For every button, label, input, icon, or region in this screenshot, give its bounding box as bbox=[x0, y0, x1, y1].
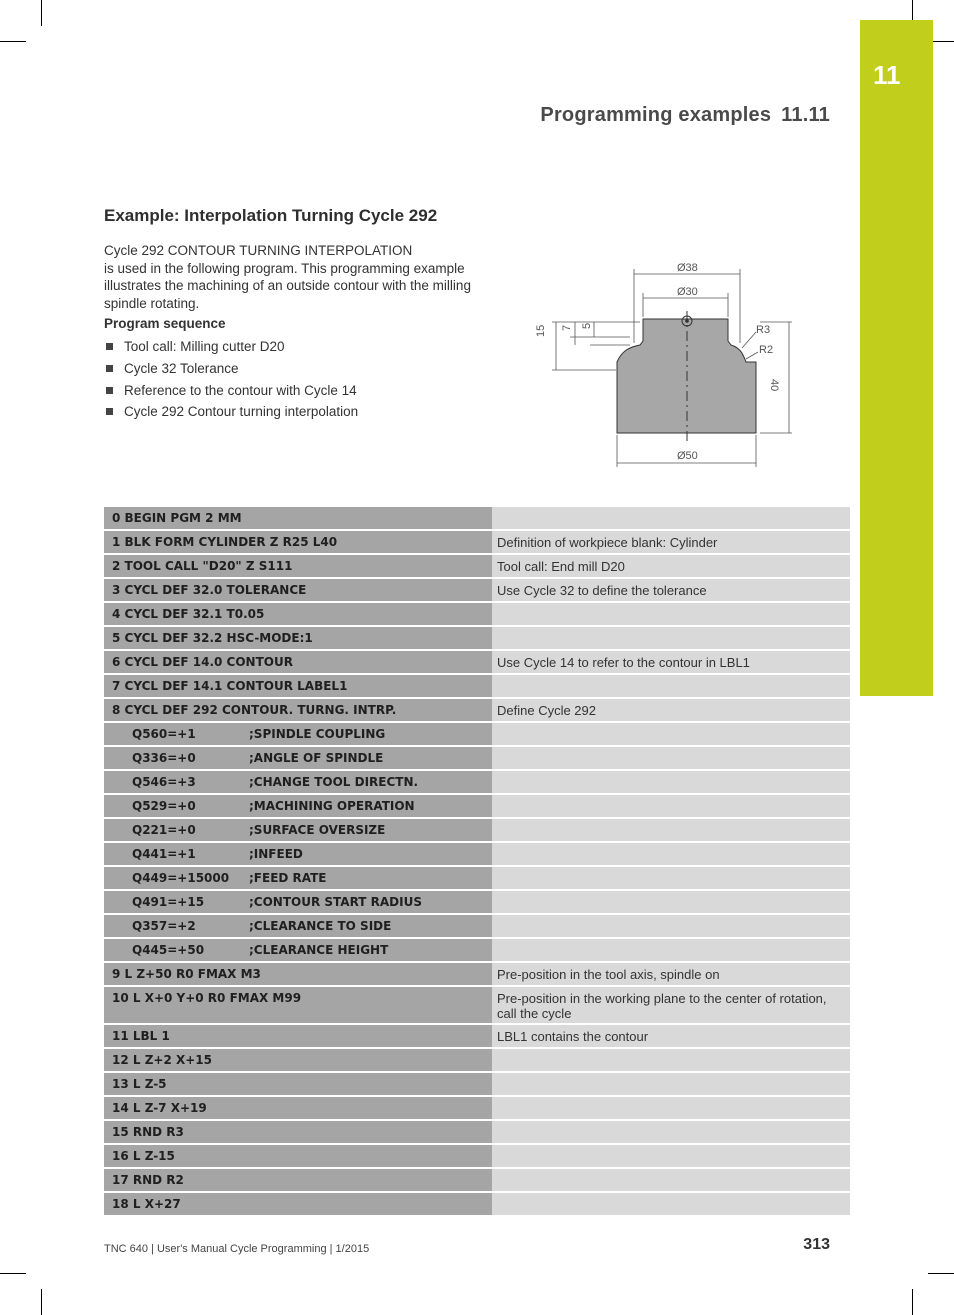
q-parameter: Q221=+0 bbox=[132, 823, 196, 837]
chapter-number: 11 bbox=[873, 60, 901, 90]
bullet-list bbox=[104, 336, 358, 423]
crop-mark bbox=[928, 1273, 954, 1274]
q-comment: ;INFEED bbox=[249, 847, 303, 861]
program-row bbox=[104, 819, 850, 841]
program-row bbox=[104, 603, 850, 625]
description-cell bbox=[492, 1097, 850, 1119]
description-cell bbox=[492, 603, 850, 625]
bullet-item: Reference to the contour with Cycle 14 bbox=[104, 380, 358, 402]
bullet-square-icon bbox=[106, 387, 113, 394]
nc-code-cell: 17 RND R2 bbox=[104, 1169, 492, 1191]
program-row bbox=[104, 1049, 850, 1071]
description-cell: Definition of workpiece blank: Cylinder bbox=[492, 531, 850, 553]
program-row bbox=[104, 699, 850, 721]
dim-radius-2: R2 bbox=[759, 344, 774, 356]
intro-line-2: is used in the following program. This programming example illustrates the machining of an outside contour with the milling spindle rotating. bbox=[104, 260, 471, 311]
program-row bbox=[104, 1097, 850, 1119]
nc-code-cell: 11 LBL 1 bbox=[104, 1025, 492, 1047]
bullet-square-icon bbox=[106, 408, 113, 415]
program-row bbox=[104, 1073, 850, 1095]
running-head bbox=[540, 104, 830, 127]
nc-code-cell: 9 L Z+50 R0 FMAX M3 bbox=[104, 963, 492, 985]
nc-code-cell: 1 BLK FORM CYLINDER Z R25 L40 bbox=[104, 531, 492, 553]
description-cell bbox=[492, 1169, 850, 1191]
description-cell bbox=[492, 1145, 850, 1167]
nc-code-cell: 14 L Z-7 X+19 bbox=[104, 1097, 492, 1119]
q-comment: ;CLEARANCE TO SIDE bbox=[249, 919, 392, 933]
crop-mark bbox=[0, 41, 26, 42]
nc-code-cell: 15 RND R3 bbox=[104, 1121, 492, 1143]
program-sequence-heading: Program sequence bbox=[104, 316, 226, 331]
program-row bbox=[104, 843, 850, 865]
q-comment: ;FEED RATE bbox=[249, 871, 327, 885]
program-row bbox=[104, 963, 850, 985]
bullet-square-icon bbox=[106, 343, 113, 350]
program-row bbox=[104, 915, 850, 937]
description-cell bbox=[492, 1121, 850, 1143]
program-row bbox=[104, 1193, 850, 1215]
q-parameter: Q445=+50 bbox=[132, 943, 205, 957]
program-row bbox=[104, 771, 850, 793]
nc-code-cell: 2 TOOL CALL "D20" Z S111 bbox=[104, 555, 492, 577]
bullet-item: Tool call: Milling cutter D20 bbox=[104, 336, 358, 358]
description-cell bbox=[492, 723, 850, 745]
q-parameter: Q529=+0 bbox=[132, 799, 196, 813]
program-row bbox=[104, 747, 850, 769]
description-cell bbox=[492, 747, 850, 769]
program-row bbox=[104, 939, 850, 961]
q-parameter: Q441=+1 bbox=[132, 847, 196, 861]
crop-mark bbox=[912, 1289, 913, 1315]
description-cell bbox=[492, 819, 850, 841]
nc-code-cell: 12 L Z+2 X+15 bbox=[104, 1049, 492, 1071]
nc-code-cell: 13 L Z-5 bbox=[104, 1073, 492, 1095]
program-row bbox=[104, 867, 850, 889]
dim-diameter-38: Ø38 bbox=[677, 262, 698, 274]
program-row bbox=[104, 1025, 850, 1047]
program-row bbox=[104, 987, 850, 1023]
page-number: 313 bbox=[803, 1236, 830, 1253]
description-cell bbox=[492, 771, 850, 793]
chapter-tab bbox=[860, 20, 933, 696]
program-row bbox=[104, 1145, 850, 1167]
nc-code-cell: 3 CYCL DEF 32.0 TOLERANCE bbox=[104, 579, 492, 601]
program-row bbox=[104, 627, 850, 649]
workpiece-drawing bbox=[530, 255, 800, 470]
dim-diameter-50: Ø50 bbox=[677, 450, 698, 462]
nc-code-cell bbox=[104, 891, 492, 913]
q-comment: ;SURFACE OVERSIZE bbox=[249, 823, 386, 837]
q-comment: ;SPINDLE COUPLING bbox=[249, 727, 386, 741]
nc-code-cell: 6 CYCL DEF 14.0 CONTOUR bbox=[104, 651, 492, 673]
dim-depth-7: 7 bbox=[561, 324, 573, 331]
description-cell: Pre-position in the working plane to the center of rotation, call the cycle bbox=[492, 987, 850, 1023]
nc-code-cell bbox=[104, 771, 492, 793]
nc-code-cell: 10 L X+0 Y+0 R0 FMAX M99 bbox=[104, 987, 492, 1023]
program-row bbox=[104, 555, 850, 577]
nc-code-cell bbox=[104, 939, 492, 961]
description-cell: Pre-position in the tool axis, spindle on bbox=[492, 963, 850, 985]
q-comment: ;CLEARANCE HEIGHT bbox=[249, 943, 389, 957]
program-listing-table bbox=[104, 505, 850, 1217]
program-row bbox=[104, 891, 850, 913]
description-cell bbox=[492, 843, 850, 865]
bullet-square-icon bbox=[106, 365, 113, 372]
q-comment: ;MACHINING OPERATION bbox=[249, 799, 415, 813]
nc-code-cell bbox=[104, 819, 492, 841]
description-cell: LBL1 contains the contour bbox=[492, 1025, 850, 1047]
nc-code-cell bbox=[104, 795, 492, 817]
bullet-item: Cycle 32 Tolerance bbox=[104, 358, 358, 380]
intro-paragraph bbox=[104, 242, 474, 312]
nc-code-cell: 4 CYCL DEF 32.1 T0.05 bbox=[104, 603, 492, 625]
running-head-title: Programming examples bbox=[540, 104, 772, 126]
q-comment: ;CHANGE TOOL DIRECTN. bbox=[249, 775, 419, 789]
nc-code-cell: 8 CYCL DEF 292 CONTOUR. TURNG. INTRP. bbox=[104, 699, 492, 721]
crop-mark bbox=[0, 1273, 26, 1274]
description-cell: Define Cycle 292 bbox=[492, 699, 850, 721]
q-parameter: Q546=+3 bbox=[132, 775, 196, 789]
program-row bbox=[104, 1121, 850, 1143]
dim-depth-5: 5 bbox=[581, 322, 593, 329]
nc-code-cell bbox=[104, 747, 492, 769]
nc-code-cell bbox=[104, 915, 492, 937]
dim-radius-3: R3 bbox=[756, 324, 771, 336]
q-parameter: Q449=+15000 bbox=[132, 871, 230, 885]
nc-code-cell bbox=[104, 843, 492, 865]
program-row bbox=[104, 675, 850, 697]
nc-code-cell: 16 L Z-15 bbox=[104, 1145, 492, 1167]
q-parameter: Q357=+2 bbox=[132, 919, 196, 933]
description-cell bbox=[492, 1049, 850, 1071]
footer-text: TNC 640 | User's Manual Cycle Programming | 1/2015 bbox=[104, 1243, 370, 1255]
description-cell bbox=[492, 939, 850, 961]
program-row bbox=[104, 579, 850, 601]
intro-line-1: Cycle 292 CONTOUR TURNING INTERPOLATION bbox=[104, 243, 413, 258]
description-cell bbox=[492, 507, 850, 529]
program-row bbox=[104, 1169, 850, 1191]
description-cell bbox=[492, 891, 850, 913]
program-row bbox=[104, 507, 850, 529]
running-head-section: 11.11 bbox=[781, 104, 830, 126]
bullet-item: Cycle 292 Contour turning interpolation bbox=[104, 401, 358, 423]
nc-code-cell bbox=[104, 867, 492, 889]
description-cell bbox=[492, 1193, 850, 1215]
nc-code-cell: 5 CYCL DEF 32.2 HSC-MODE:1 bbox=[104, 627, 492, 649]
q-parameter: Q336=+0 bbox=[132, 751, 196, 765]
program-row bbox=[104, 531, 850, 553]
dim-height-40: 40 bbox=[768, 379, 780, 392]
description-cell: Use Cycle 32 to define the tolerance bbox=[492, 579, 850, 601]
description-cell bbox=[492, 675, 850, 697]
crop-mark bbox=[912, 0, 913, 20]
nc-code-cell bbox=[104, 723, 492, 745]
nc-code-cell: 18 L X+27 bbox=[104, 1193, 492, 1215]
description-cell bbox=[492, 795, 850, 817]
crop-mark bbox=[41, 1289, 42, 1315]
q-parameter: Q560=+1 bbox=[132, 727, 196, 741]
q-comment: ;CONTOUR START RADIUS bbox=[249, 895, 422, 909]
description-cell: Tool call: End mill D20 bbox=[492, 555, 850, 577]
program-row bbox=[104, 651, 850, 673]
description-cell bbox=[492, 1073, 850, 1095]
program-row bbox=[104, 795, 850, 817]
description-cell bbox=[492, 915, 850, 937]
dim-diameter-30: Ø30 bbox=[677, 286, 698, 298]
nc-code-cell: 7 CYCL DEF 14.1 CONTOUR LABEL1 bbox=[104, 675, 492, 697]
description-cell: Use Cycle 14 to refer to the contour in LBL1 bbox=[492, 651, 850, 673]
program-row bbox=[104, 723, 850, 745]
dim-depth-15: 15 bbox=[535, 324, 547, 337]
q-comment: ;ANGLE OF SPINDLE bbox=[249, 751, 384, 765]
nc-code-cell: 0 BEGIN PGM 2 MM bbox=[104, 507, 492, 529]
section-title: Example: Interpolation Turning Cycle 292 bbox=[104, 206, 438, 225]
q-parameter: Q491=+15 bbox=[132, 895, 205, 909]
crop-mark bbox=[41, 0, 42, 26]
description-cell bbox=[492, 627, 850, 649]
description-cell bbox=[492, 867, 850, 889]
